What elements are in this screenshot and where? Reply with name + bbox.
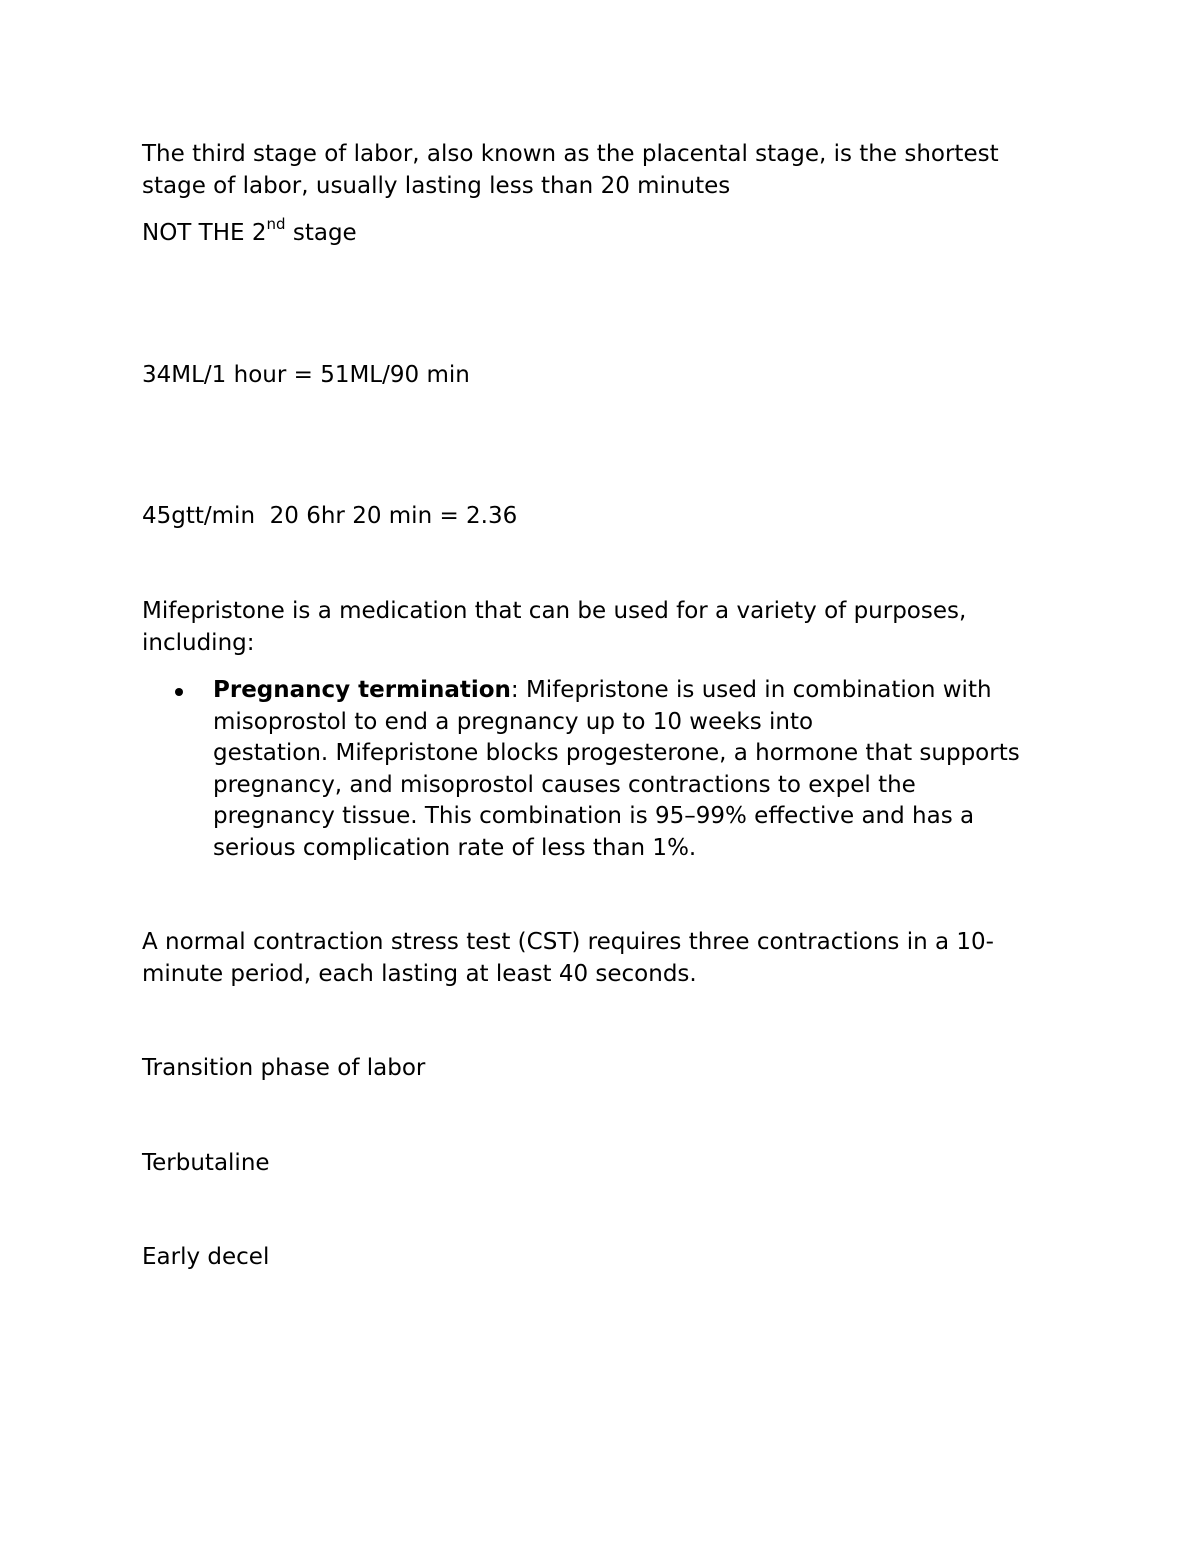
bullet-line-2: misoprostol to end a pregnancy up to 10 weeks into: [213, 708, 814, 735]
mifepristone-intro-line-1: Mifepristone is a medication that can be used for a variety of purposes,: [142, 598, 967, 624]
not-second-stage-line: [142, 215, 357, 250]
terbutaline-line: Terbutaline: [142, 1150, 270, 1176]
bullet-term: Pregnancy termination: [213, 677, 511, 703]
bullet-line-6: serious complication rate of less than 1%.: [213, 834, 697, 861]
cst-line-1: A normal contraction stress test (CST) requires three contractions in a 10-: [142, 929, 994, 955]
not-second-suffix: stage: [285, 220, 357, 246]
bullet-line-5: pregnancy tissue. This combination is 95–99% effective and has a: [213, 803, 975, 829]
bullet-dot-icon: [175, 688, 183, 696]
mifepristone-intro-line-2: including:: [142, 629, 255, 656]
third-stage-paragraph: [142, 139, 1042, 202]
bullet-line-1: [213, 675, 1062, 707]
mifepristone-bullet-list: [142, 675, 1062, 864]
not-second-superscript: nd: [266, 215, 286, 234]
early-decel-line: Early decel: [142, 1244, 270, 1270]
bullet-pregnancy-termination: [142, 675, 1062, 864]
bullet-line-1-rest: : Mifepristone is used in combination with: [510, 677, 992, 703]
bullet-line-3: gestation. Mifepristone blocks progesterone, a hormone that supports: [213, 740, 1020, 766]
not-second-prefix: NOT THE 2: [142, 220, 267, 246]
third-stage-line-1: The third stage of labor, also known as the placental stage, is the shortest: [142, 141, 999, 167]
bullet-line-4: pregnancy, and misoprostol causes contractions to expel the: [213, 771, 916, 798]
gtt-calculation-line: 45gtt/min 20 6hr 20 min = 2.36: [142, 503, 518, 529]
mifepristone-intro-paragraph: [142, 596, 1042, 659]
cst-line-2: minute period, each lasting at least 40 seconds.: [142, 960, 697, 987]
ml-calculation-line: 34ML/1 hour = 51ML/90 min: [142, 362, 470, 388]
cst-paragraph: [142, 927, 1042, 990]
transition-phase-line: Transition phase of labor: [142, 1055, 426, 1081]
third-stage-line-2: stage of labor, usually lasting less than 20 minutes: [142, 172, 731, 199]
